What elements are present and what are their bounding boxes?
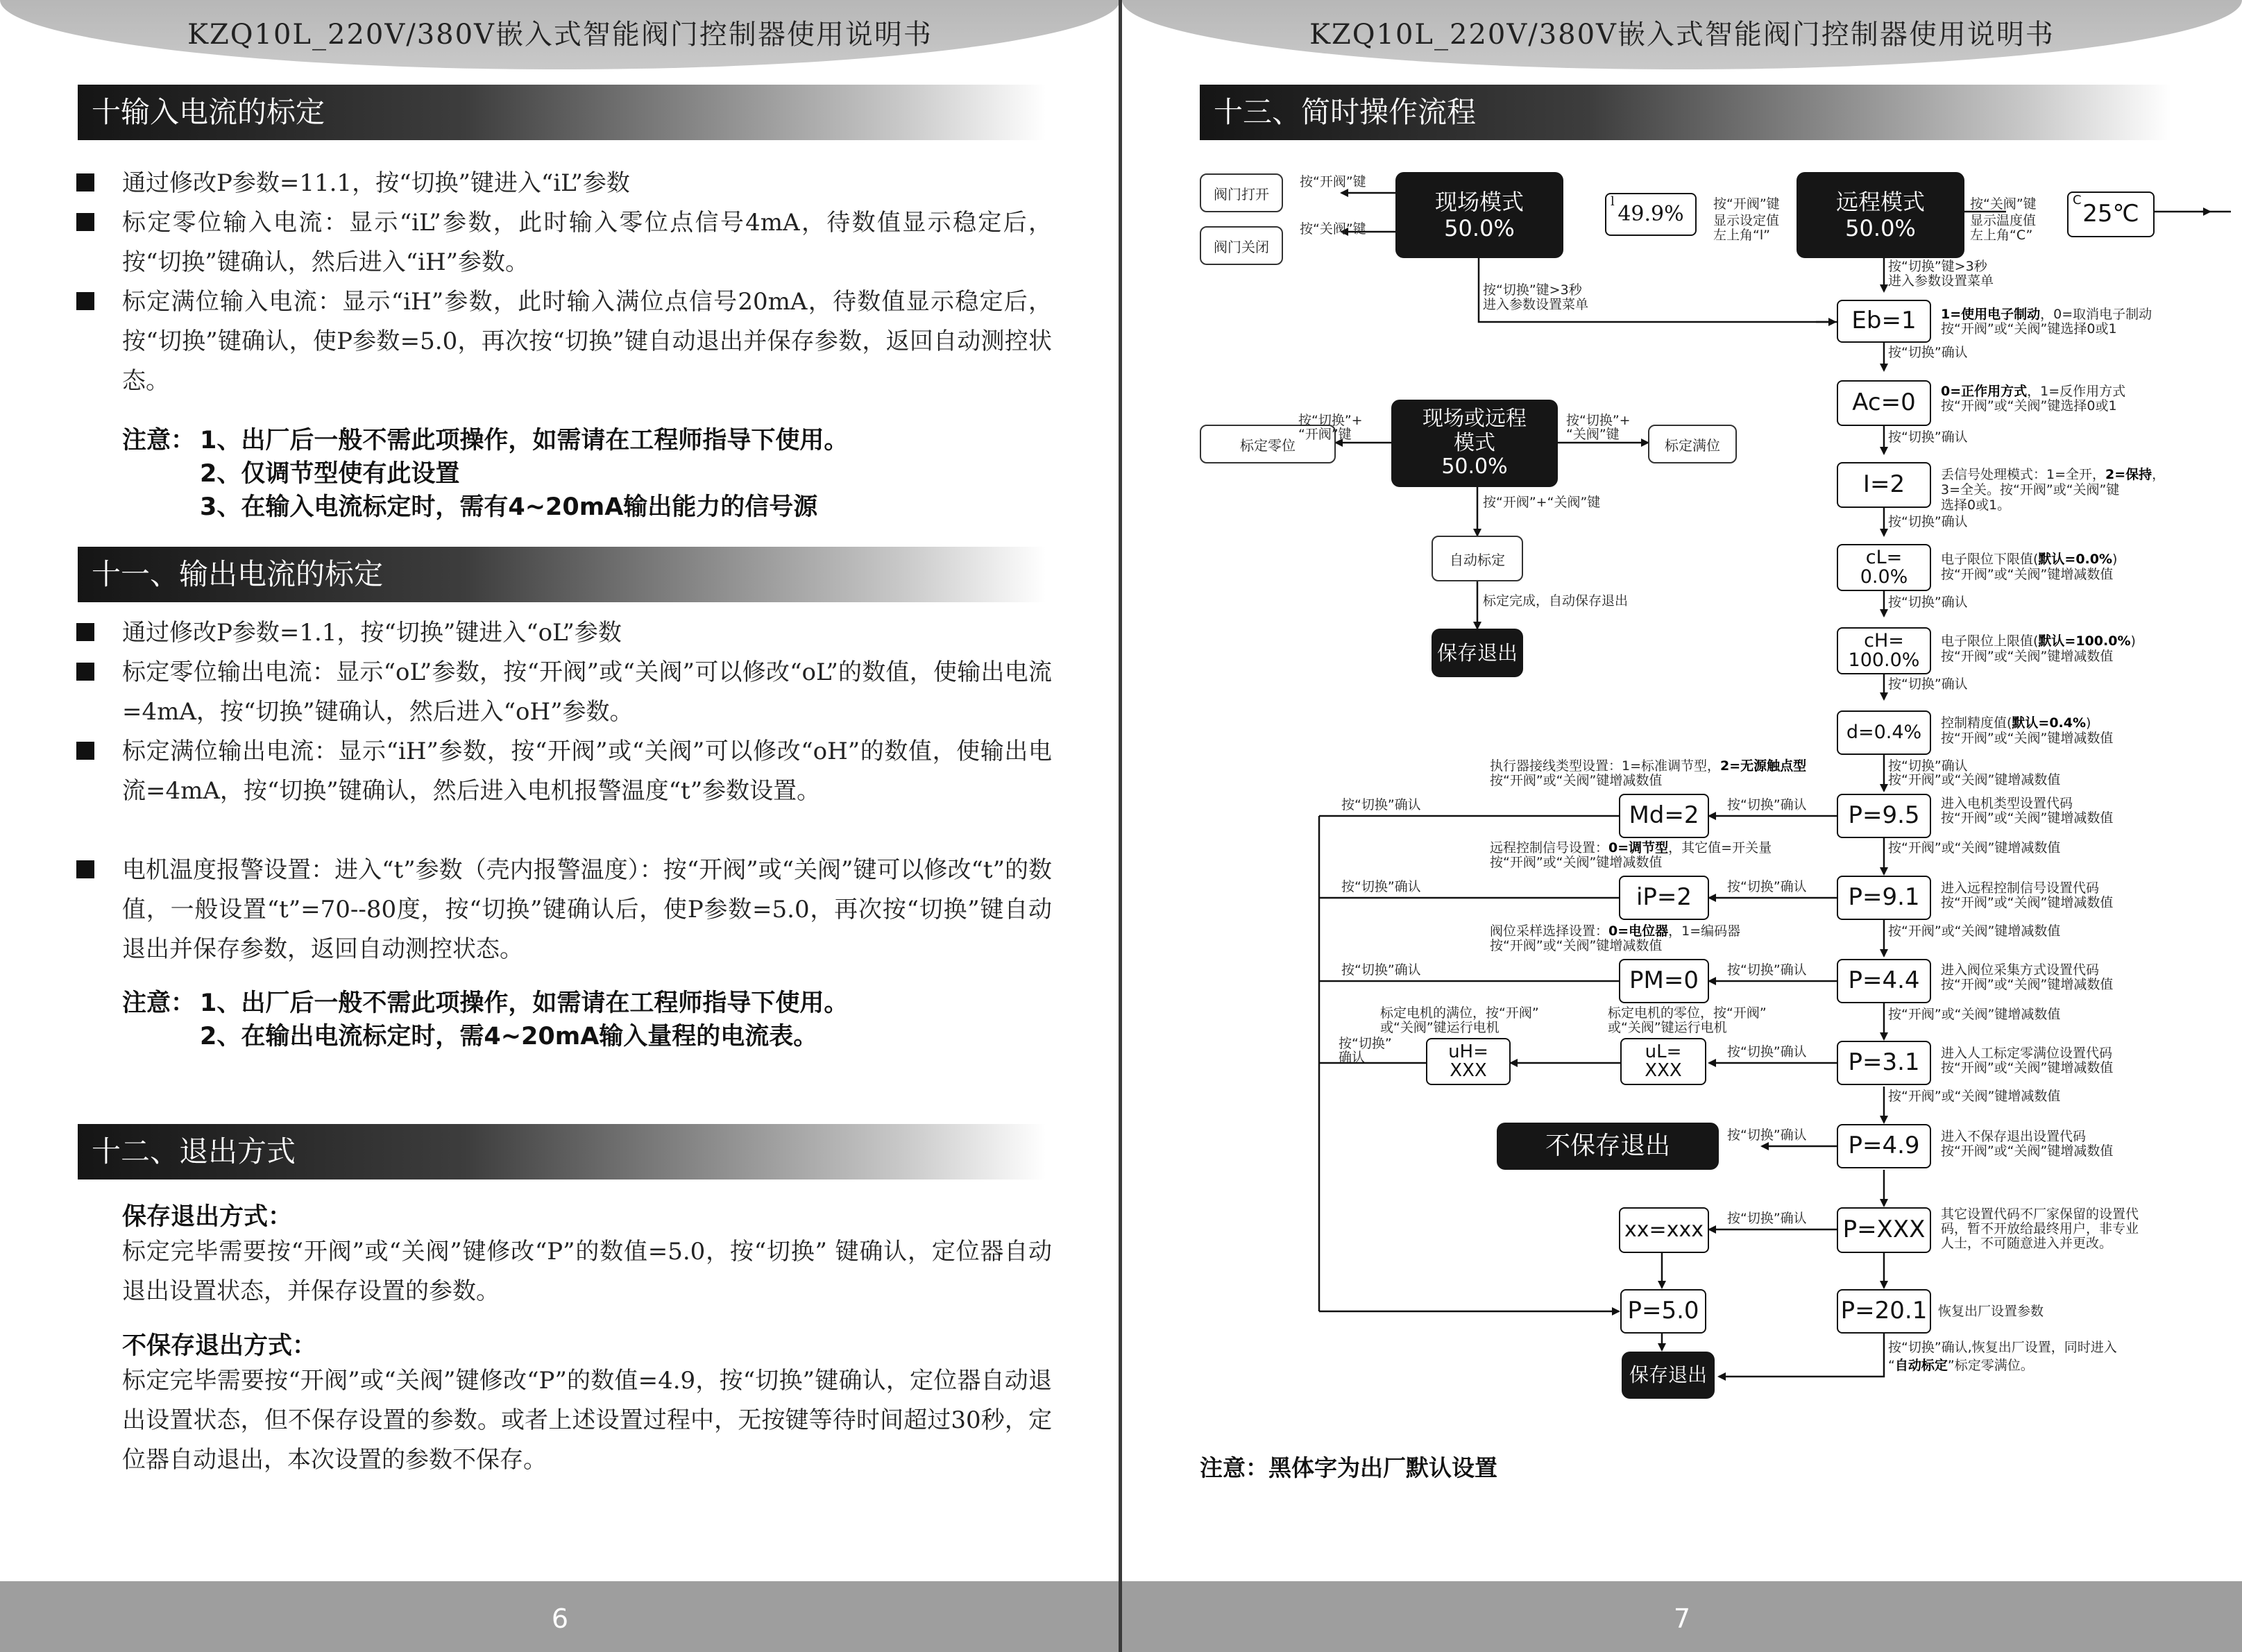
- section-13-title: 十三、简时操作流程: [1200, 85, 2171, 140]
- p44-desc-2: 按“开阀”或“关阀”键增减数值: [1941, 977, 2114, 992]
- p44-desc-1: 进入阀位采集方式设置代码: [1941, 962, 2100, 978]
- sec11-bullet-3: 标定满位输出电流：显示“iH”参数，按“开阀”或“关阀”可以修改“oH”的数值，使输出电流=4mA，按“切换”键确认，然后进入电机报警温度“t”参数设置。: [122, 738, 1052, 805]
- setpoint-hint-1: 显示设定值: [1713, 213, 1780, 228]
- press-switch-close-2: “关阀”键: [1566, 427, 1620, 442]
- nosave-exit-title: 不保存退出方式：: [122, 1332, 317, 1360]
- uh-label: uH=: [1448, 1041, 1488, 1062]
- local-mode-display: [1395, 172, 1563, 258]
- sec11-bullet-2: 标定零位输出电流：显示“oL”参数，按“开阀”或“关阀”可以修改“oL”的数值，使输出电流=4mA，按“切换”键确认，然后进入“oH”参数。: [122, 658, 1052, 726]
- cl-value: 0.0%: [1860, 566, 1908, 588]
- param-p91-box: P=9.1: [1837, 876, 1931, 920]
- param-md-box: Md=2: [1619, 794, 1709, 838]
- setpoint-hint-2: 左上角“l”: [1713, 228, 1770, 243]
- sec10-note-1: 1、出厂后一般不需此项操作，如需请在工程师指导下使用。: [200, 427, 849, 454]
- sec10-bullet-3: 标定满位输入电流：显示“iH”参数，此时输入满位点信号20mA，待数值显示稳定后，按“切换”键确认，使P参数=5.0，再次按“切换”键自动退出并保存参数，返回自动测控状态。: [122, 288, 1052, 395]
- reset-desc-2: “自动标定”标定零满位。: [1888, 1358, 2034, 1373]
- press-close-label: 按“关阀”键: [1300, 221, 1366, 237]
- ch-desc-1: 电子限位上限值(默认=100.0%): [1941, 633, 2136, 649]
- confirm-label: 按“切换”确认: [1727, 879, 1807, 894]
- confirm-label: 按“切换”确认: [1727, 1211, 1807, 1226]
- left-page: [0, 0, 1120, 1652]
- param-p49-box: P=4.9: [1837, 1124, 1931, 1168]
- confirm-label: 按“切换”确认: [1727, 1044, 1807, 1059]
- param-eb-box: Eb=1: [1837, 300, 1931, 343]
- param-pm-box: PM=0: [1619, 959, 1709, 1003]
- confirm-2: 按“开阀”或“关阀”键增减数值: [1888, 772, 2061, 787]
- section-11-title: 十一、输出电流的标定: [78, 547, 1046, 602]
- param-p44-box: P=4.4: [1837, 959, 1931, 1003]
- pxxx-desc-2: 码，暂不开放给最终用户，非专业: [1941, 1221, 2139, 1236]
- p49-desc-1: 进入不保存退出设置代码: [1941, 1129, 2087, 1144]
- valve-open-box: 阀门打开: [1200, 173, 1283, 212]
- wiring-desc-1: 执行器接线类型设置：1=标准调节型，2=无源触点型: [1490, 758, 1807, 774]
- save-exit-2-box: 保存退出: [1432, 629, 1523, 677]
- bullet-marker: [76, 860, 94, 878]
- param-d-box: d=0.4%: [1837, 710, 1931, 755]
- pxxx-desc-1: 其它设置代码不厂家保留的设置代: [1941, 1207, 2139, 1222]
- confirm-label: 按“切换”确认: [1341, 962, 1421, 978]
- adjust-label: 按“开阀”或“关阀”键增减数值: [1888, 923, 2061, 939]
- sec11-bullet-4: 电机温度报警设置：进入“t”参数（壳内报警温度）：按“开阀”或“关阀”键可以修改“t”的数值，一般设置“t”=70--80度，按“切换”键确认后，使P参数=5.0，再次按“切换”键自动退出并保存参数，返回自动测控状态。: [122, 856, 1052, 963]
- temperature-value: 25℃: [2082, 200, 2139, 228]
- param-xx-box: xx=xxx: [1619, 1207, 1709, 1253]
- setpoint-display: [1605, 193, 1697, 236]
- remote-mode-label: 远程模式: [1835, 188, 1925, 215]
- enter-menu-right-2: 进入参数设置菜单: [1888, 273, 1994, 289]
- temperature-display: [2067, 191, 2155, 237]
- confirm-label: 按“切换”确认: [1341, 797, 1421, 812]
- param-i-box: I=2: [1837, 462, 1931, 508]
- setpoint-corner-mark: l: [1611, 194, 1615, 209]
- p31-desc-2: 按“开阀”或“关阀”键增减数值: [1941, 1060, 2114, 1075]
- section-12-title: 十二、退出方式: [78, 1124, 1046, 1180]
- bullet-marker: [76, 623, 94, 641]
- p91-desc-1: 进入远程控制信号设置代码: [1941, 880, 2100, 896]
- i-desc-1: 丢信号处理模式：1=全开，2=保持，: [1941, 467, 2166, 482]
- ac-desc-2: 按“开阀”或“关阀”键选择0或1: [1941, 398, 2117, 414]
- sec11-note-1: 1、出厂后一般不需此项操作，如需请在工程师指导下使用。: [200, 989, 849, 1017]
- uh-value: XXX: [1450, 1060, 1487, 1081]
- press-open-close-label: 按“开阀”+“关阀”键: [1483, 495, 1601, 510]
- ul-value: XXX: [1645, 1060, 1682, 1081]
- enter-menu-left-1: 按“切换”键>3秒: [1483, 282, 1582, 298]
- cl-desc-1: 电子限位下限值(默认=0.0%): [1941, 552, 2118, 567]
- press-switch-close-1: 按“切换”+: [1566, 413, 1631, 428]
- sec10-bullet-1: 通过修改P参数=11.1，按“切换”键进入“iL”参数: [122, 169, 630, 197]
- bullet-marker: [76, 292, 94, 310]
- adjust-label: 按“开阀”或“关阀”键增减数值: [1888, 840, 2061, 855]
- adjust-label: 按“开阀”或“关阀”键增减数值: [1888, 1007, 2061, 1022]
- sec10-note-2: 2、仅调节型使有此设置: [200, 460, 460, 488]
- confirm-label: 按“切换”确认: [1341, 879, 1421, 894]
- calib-zero-box: 标定零位: [1200, 425, 1336, 463]
- nosave-exit-box: 不保存退出: [1497, 1123, 1719, 1170]
- reset-desc-1: 按“切换”确认,恢复出厂设置，同时进入: [1888, 1340, 2117, 1355]
- remote-sig-desc-2: 按“开阀”或“关阀”键增减数值: [1490, 855, 1663, 870]
- local-mode-value: 50.0%: [1444, 215, 1515, 241]
- feedback-desc-1: 阀位采样选择设置：0=电位器，1=编码器: [1490, 923, 1741, 939]
- local-or-remote-display: [1391, 400, 1558, 487]
- footer-band: [0, 1581, 1120, 1652]
- confirm-label: 按“切换”确认: [1727, 1127, 1807, 1143]
- press-switch-open-2: “开阀”键: [1298, 427, 1352, 442]
- i-desc-3: 选择0或1。: [1941, 497, 2011, 513]
- param-p95-box: P=9.5: [1837, 794, 1931, 838]
- calib-done-label: 标定完成，自动保存退出: [1483, 593, 1629, 608]
- footer-band: [1122, 1581, 2242, 1652]
- press-close-right-label: 按“关阀”键: [1970, 196, 2037, 212]
- page-number: 6: [551, 1603, 569, 1634]
- eb-desc-2: 按“开阀”或“关阀”键选择0或1: [1941, 321, 2117, 337]
- p91-desc-2: 按“开阀”或“关阀”键增减数值: [1941, 895, 2114, 910]
- confirm-label: 按“切换”确认: [1888, 595, 1968, 610]
- p95-desc-1: 进入电机类型设置代码: [1941, 796, 2073, 811]
- i-desc-2: 3=全关。按“开阀”或“关阀”键: [1941, 482, 2120, 497]
- calib-full-box: 标定满位: [1648, 425, 1737, 463]
- bullet-marker: [76, 173, 94, 191]
- p201-desc: 恢复出厂设置参数: [1938, 1304, 2044, 1319]
- header-title: KZQ10L_220V/380V嵌入式智能阀门控制器使用说明书: [187, 19, 933, 51]
- local-mode-label: 现场模式: [1434, 188, 1524, 215]
- ch-value: 100.0%: [1848, 649, 1920, 671]
- ch-label: cH=: [1864, 629, 1904, 652]
- confirm-label: 按“切换”确认: [1888, 429, 1968, 445]
- enter-menu-right-1: 按“切换”键>3秒: [1888, 259, 1987, 274]
- d-desc-2: 按“开阀”或“关阀”键增减数值: [1941, 731, 2114, 746]
- flow-footer-note: 注意：黑体字为出厂默认设置: [1200, 1454, 1497, 1481]
- save-exit-title: 保存退出方式：: [122, 1203, 293, 1231]
- ul-desc-2: 或“关阀”键运行电机: [1608, 1020, 1727, 1035]
- cl-desc-2: 按“开阀”或“关阀”键增减数值: [1941, 567, 2114, 582]
- remote-mode-value: 50.0%: [1845, 215, 1916, 241]
- p95-desc-2: 按“开阀”或“关阀”键增减数值: [1941, 810, 2114, 826]
- setpoint-value: 49.9%: [1617, 202, 1684, 227]
- adjust-label: 按“开阀”或“关阀”键增减数值: [1888, 1089, 2061, 1104]
- temp-corner-mark: C: [2073, 193, 2082, 207]
- sec11-bullet-1: 通过修改P参数=1.1，按“切换”键进入“oL”参数: [122, 619, 622, 647]
- bullet-marker: [76, 742, 94, 760]
- press-switch-open-1: 按“切换”+: [1298, 413, 1363, 428]
- param-p201-box: P=20.1: [1837, 1289, 1931, 1334]
- uh-desc-2: 或“关阀”键运行电机: [1380, 1020, 1500, 1035]
- wiring-desc-2: 按“开阀”或“关阀”键增减数值: [1490, 773, 1663, 788]
- sec11-note-2: 2、在输出电流标定时，需4~20mA输入量程的电流表。: [200, 1023, 818, 1050]
- sec10-bullet-2: 标定零位输入电流：显示“iL”参数，此时输入零位点信号4mA，待数值显示稳定后，按“切换”键确认，然后进入“iH”参数。: [122, 209, 1052, 276]
- nosave-exit-text: 标定完毕需要按“开阀”或“关阀”键修改“P”的数值=4.9，按“切换”键确认，定位器自动退出设置状态，但不保存设置的参数。或者上述设置过程中，无按键等待时间超过30秒，定位器自动退出，本次设置的参数不保存。: [122, 1367, 1052, 1474]
- confirm-label: 按“切换”确认: [1727, 797, 1807, 812]
- param-ip-box: iP=2: [1619, 876, 1709, 920]
- confirm-1: 按“切换”确认: [1888, 758, 1968, 774]
- confirm-label: 按“切换”确认: [1888, 345, 1968, 360]
- bullet-marker: [76, 663, 94, 681]
- ch-desc-2: 按“开阀”或“关阀”键增减数值: [1941, 649, 2114, 664]
- right-page: [1122, 0, 2242, 1652]
- sec11-note-label: 注意：: [122, 989, 196, 1017]
- uh-desc-1: 标定电机的满位，按“开阀”: [1380, 1005, 1539, 1021]
- auto-calib-box: 自动标定: [1432, 536, 1523, 581]
- save-exit-text: 标定完毕需要按“开阀”或“关阀”键修改“P”的数值=5.0，按“切换” 键确认，定位器自动退出设置状态，并保存设置的参数。: [122, 1238, 1052, 1305]
- ac-desc-1: 0=正作用方式，1=反作用方式: [1941, 384, 2126, 399]
- temp-hint-2: 左上角“C”: [1970, 228, 2033, 243]
- press-open-mid-label: 按“开阀”键: [1713, 196, 1780, 212]
- confirm-stack-1: 按“切换”: [1339, 1036, 1392, 1051]
- local-or-remote-value: 50.0%: [1441, 454, 1508, 479]
- press-open-label: 按“开阀”键: [1300, 174, 1366, 189]
- local-or-remote-line1: 现场或远程: [1423, 407, 1527, 432]
- param-uh-box: [1426, 1038, 1511, 1085]
- cl-label: cL=: [1865, 546, 1903, 568]
- ul-desc-1: 标定电机的零位，按“开阀”: [1608, 1005, 1767, 1021]
- bullet-marker: [76, 213, 94, 231]
- param-p31-box: P=3.1: [1837, 1041, 1931, 1085]
- eb-desc-1: 1=使用电子制动，0=取消电子制动: [1941, 307, 2152, 322]
- remote-sig-desc-1: 远程控制信号设置：0=调节型，其它值=开关量: [1490, 840, 1772, 855]
- ul-label: uL=: [1645, 1041, 1682, 1062]
- param-ch-box: [1837, 627, 1931, 674]
- sec10-note-3: 3、在输入电流标定时，需有4~20mA输出能力的信号源: [200, 493, 818, 521]
- feedback-desc-2: 按“开阀”或“关阀”键增减数值: [1490, 938, 1663, 953]
- confirm-label: 按“切换”确认: [1727, 962, 1807, 978]
- remote-mode-display: [1797, 172, 1964, 258]
- header-title: KZQ10L_220V/380V嵌入式智能阀门控制器使用说明书: [1309, 19, 2055, 51]
- confirm-label: 按“切换”确认: [1888, 514, 1968, 529]
- param-p50-box: P=5.0: [1620, 1289, 1706, 1334]
- p49-desc-2: 按“开阀”或“关阀”键增减数值: [1941, 1143, 2114, 1159]
- page-number: 7: [1673, 1603, 1691, 1634]
- confirm-label: 按“切换”确认: [1888, 676, 1968, 692]
- param-cl-box: [1837, 544, 1931, 591]
- p31-desc-1: 进入人工标定零满位设置代码: [1941, 1046, 2113, 1061]
- valve-close-box: 阀门关闭: [1200, 226, 1283, 265]
- d-desc-1: 控制精度值(默认=0.4%): [1941, 715, 2091, 731]
- section-10-title: 十输入电流的标定: [78, 85, 1046, 140]
- param-pxxx-box: P=XXX: [1837, 1207, 1931, 1253]
- temp-hint-1: 显示温度值: [1970, 213, 2037, 228]
- enter-menu-left-2: 进入参数设置菜单: [1483, 297, 1589, 312]
- local-or-remote-line2: 模式: [1454, 430, 1495, 455]
- param-ac-box: Ac=0: [1837, 380, 1931, 426]
- pxxx-desc-3: 人士，不可随意进入并更改。: [1941, 1236, 2113, 1251]
- confirm-stack-2: 确认: [1339, 1050, 1366, 1065]
- save-exit-box: 保存退出: [1622, 1352, 1715, 1399]
- param-ul-box: [1620, 1038, 1706, 1085]
- sec10-note-label: 注意：: [122, 427, 196, 454]
